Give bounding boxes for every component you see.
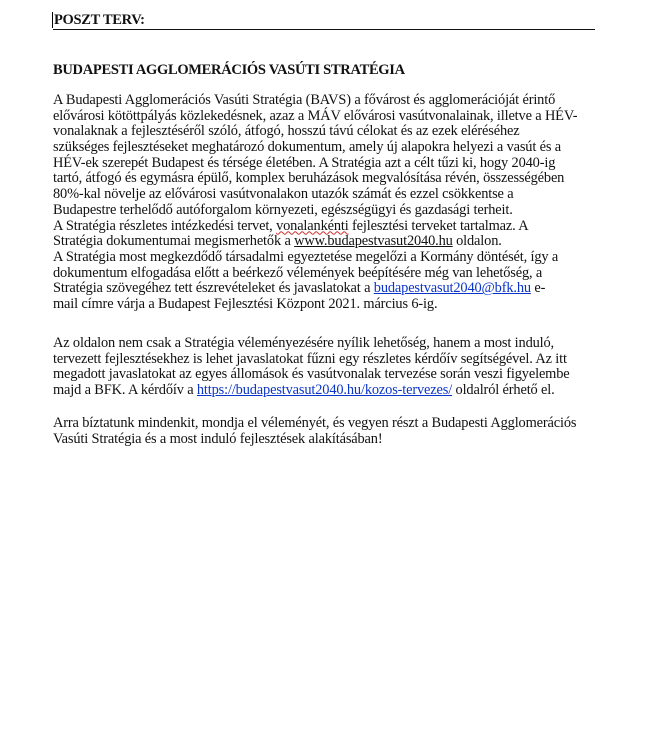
text-segment: fejlesztési terveket tartalmaz. A [348, 217, 529, 234]
text-line: 80%-kal növelje az elővárosi vasútvonalakon utazók számát és ezzel csökkentse a [53, 186, 514, 203]
text-cursor [52, 12, 53, 28]
text-segment: majd a BFK. A kérdőív a [53, 382, 197, 399]
website-link[interactable]: www.budapestvasut2040.hu [294, 233, 453, 250]
text-line [53, 234, 598, 250]
text-segment: oldalról érhető el. [452, 382, 555, 399]
text-segment: Stratégia szövegéhez tett észrevételeket és javaslatokat a [53, 280, 374, 297]
text-line: A Budapesti Agglomerációs Vasúti Stratégia (BAVS) a fővárost és agglomerációját érintő [53, 92, 556, 108]
document-title: BUDAPESTI AGGLOMERÁCIÓS VASÚTI STRATÉGIA [53, 62, 405, 78]
text-segment: A Stratégia részletes intézkedési tervet, [53, 217, 277, 234]
text-line: megadott javaslatokat az egyes állomások és vasútvonalak tervezése során veszi figyelembe [53, 366, 570, 383]
text-line [53, 281, 598, 297]
text-line: dokumentum elfogadása előtt a beérkező vélemények beépítésére még van lehetőség, a [53, 264, 543, 281]
text-line: Vasúti Stratégia és a most induló fejlesztések alakításában! [53, 430, 383, 447]
text-segment: e- [530, 280, 546, 297]
text-line: tervezett fejlesztésekhez is lehet javaslatokat fűzni egy részletes kérdőív segítségével. Az itt [53, 350, 567, 367]
text-line: tartó, átfogó és egymásra épülő, komplex beruházások megvalósítása révén, összességében [53, 170, 565, 187]
paragraph-intro [53, 93, 598, 313]
document-header [53, 11, 595, 30]
text-line: Az oldalon nem csak a Stratégia véleményezésére nyílik lehetőség, hanem a most induló, [53, 335, 554, 351]
text-line: Budapestre terhelődő autóforgalom környezeti, egészségügyi és gazdasági terheit. [53, 201, 513, 218]
text-line: mail címre várja a Budapest Fejlesztési Központ 2021. március 6-ig. [53, 295, 438, 312]
paragraph-survey [53, 336, 598, 399]
survey-link[interactable]: https://budapestvasut2040.hu/kozos-tervezes/ [196, 382, 453, 399]
text-line [53, 219, 598, 235]
text-line: A Stratégia most megkezdődő társadalmi egyeztetése megelőzi a Kormány döntését, így a [53, 248, 559, 265]
text-line: szükséges fejlesztéseket meghatározó dokumentum, amely új alapokra helyezi a vasút és a [53, 139, 562, 156]
text-segment: oldalon. [452, 233, 502, 250]
text-line: vonalaknak a fejlesztéséről szóló, átfogó, hosszú távú célokat és az ezek eléréséhez [53, 123, 520, 140]
spellcheck-word[interactable]: vonalankénti [276, 217, 349, 234]
header-title[interactable]: POSZT TERV: [54, 12, 145, 28]
text-line [53, 383, 598, 399]
text-line: elővárosi kötöttpályás közlekedésnek, azaz a MÁV elővárosi vasútvonalainak, illetve a HÉV- [53, 107, 578, 124]
text-line: Arra bíztatunk mindenkit, mondja el véleményét, és vegyen részt a Budapesti Agglomerációs [53, 415, 577, 431]
email-link[interactable]: budapestvasut2040@bfk.hu [373, 280, 531, 297]
paragraph-closing [53, 416, 598, 447]
text-segment: Stratégia dokumentumai megismerhetők a [53, 233, 295, 250]
text-line: HÉV-ek szerepét Budapest és térsége életében. A Stratégia azt a célt tűzi ki, hogy 2040-ig [53, 154, 556, 171]
